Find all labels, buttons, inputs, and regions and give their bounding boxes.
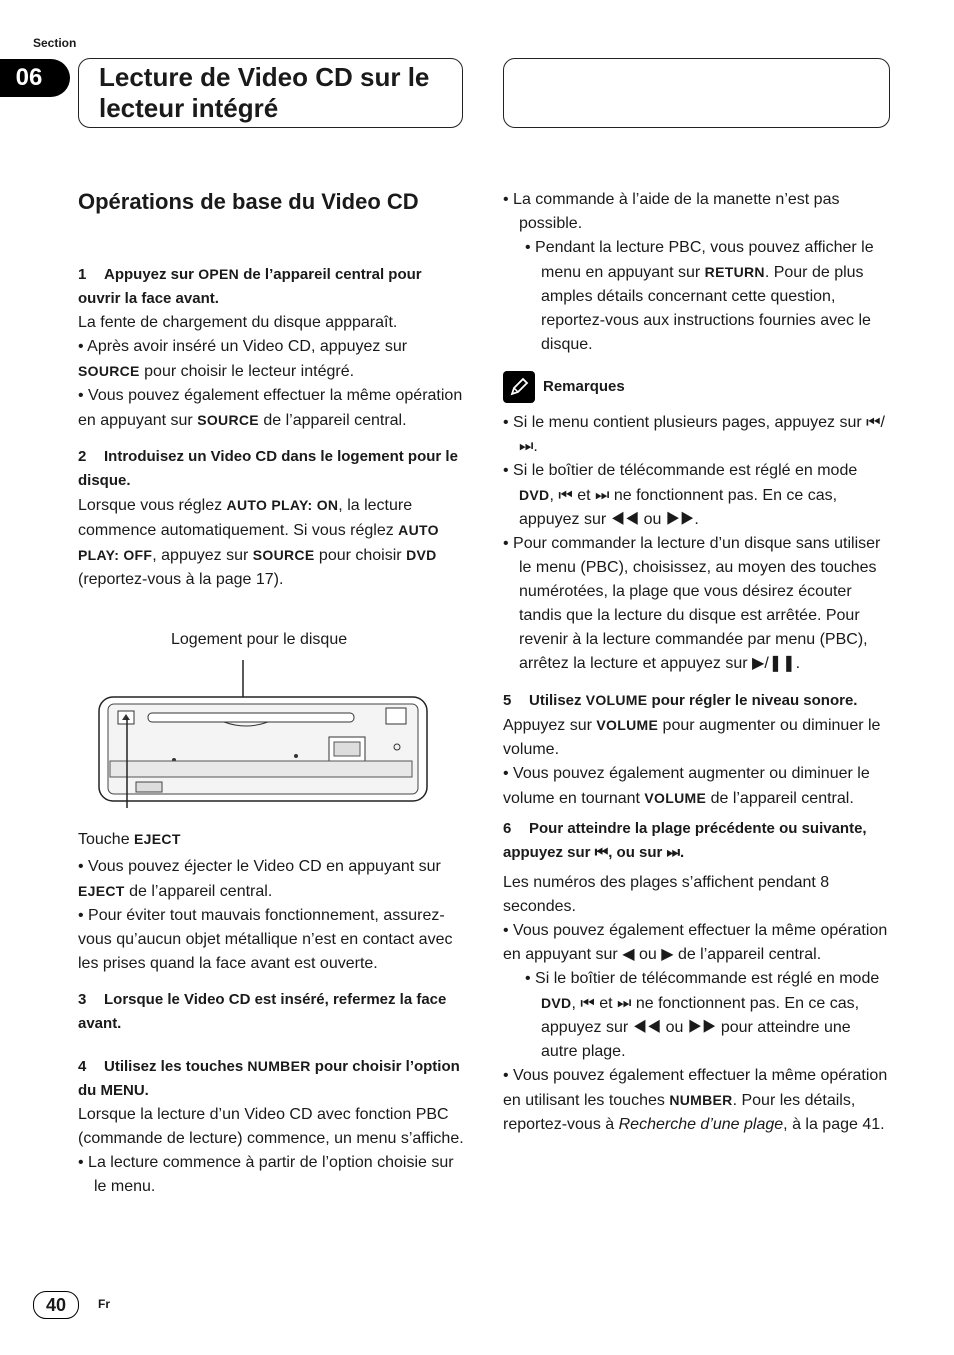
- step-6-text: Les numéros des plages s’affichent pendant 8 secondes.: [503, 874, 830, 915]
- right-column: [503, 188, 891, 1137]
- title-line-1: Lecture de Video CD sur le: [99, 62, 430, 92]
- note-2: • Si le boîtier de télécommande est réglé en mode DVD, ⏮ et ⏭ ne fonctionnent pas. En ce cas, appuyez sur ◀◀ ou ▶▶.: [503, 462, 858, 528]
- pbc-bullet: • Pendant la lecture PBC, vous pouvez afficher le menu en appuyant sur RETURN. Pour de plus amples détails concernant cette question, reportez-vous aux instructions fournies avec le disque.: [525, 239, 874, 353]
- step-4-text: Lorsque la lecture d’un Video CD avec fonction PBC (commande de lecture) commence, un menu s’affiche.: [78, 1106, 464, 1147]
- step-1-text: La fente de chargement du disque appparaît.: [78, 314, 398, 331]
- step-6-bullet-3: • Vous pouvez également effectuer la même opération en utilisant les touches NUMBER. Pour les détails, reportez-vous à Recherche d’une plage, à la page 41.: [503, 1067, 888, 1133]
- notes-header: [503, 371, 891, 403]
- section-heading: Opérations de base du Video CD: [78, 189, 419, 214]
- eject-bullet-2: • Pour éviter tout mauvais fonctionnement, assurez-vous qu’aucun objet métallique n’est en contact avec les prises quand la face avant est ouverte.: [78, 907, 453, 972]
- section-number: 06: [0, 59, 70, 97]
- notes-title: Remarques: [543, 378, 625, 395]
- page-number: 40: [33, 1291, 79, 1319]
- joystick-bullet: • La commande à l’aide de la manette n’est pas possible.: [503, 191, 840, 232]
- chapter-title-box: [78, 58, 463, 128]
- step-5: 5 Utilisez VOLUME pour régler le niveau sonore.: [503, 692, 858, 709]
- note-1: • Si le menu contient plusieurs pages, appuyez sur ⏮/⏭.: [503, 414, 885, 455]
- step-3: 3 Lorsque le Video CD est inséré, refermez la face avant.: [78, 991, 447, 1032]
- head-unit-illustration: [96, 656, 432, 808]
- step-4: 4 Utilisez les touches NUMBER pour choisir l’option du MENU.: [78, 1058, 460, 1099]
- step-2: 2 Introduisez un Video CD dans le logement pour le disque.: [78, 448, 458, 489]
- step-6: 6 Pour atteindre la plage précédente ou suivante, appuyez sur ⏮, ou sur ⏭.: [503, 820, 867, 861]
- eject-bullet-1: • Vous pouvez éjecter le Video CD en appuyant sur EJECT de l’appareil central.: [78, 858, 441, 900]
- figure-caption-eject: Touche EJECT: [78, 831, 181, 848]
- chapter-title: [99, 62, 442, 124]
- step-6-bullet-2: • Si le boîtier de télécommande est réglé en mode DVD, ⏮ et ⏭ ne fonctionnent pas. En ce cas, appuyez sur ◀◀ ou ▶▶ pour atteindre une autre plage.: [525, 970, 880, 1060]
- note-3: • Pour commander la lecture d’un disque sans utiliser le menu (PBC), choisissez, au moyen des touches numérotées, la plage que vous désirez écouter tandis que la lecture du disque est arrêtée. Pour revenir à la lecture commandée par menu (PBC), arrêtez la lecture et appuyez sur ▶/❚❚.: [503, 535, 881, 672]
- step-1: 1 Appuyez sur OPEN de l’appareil central pour ouvrir la face avant.: [78, 266, 422, 307]
- title-line-2: lecteur intégré: [99, 93, 279, 123]
- empty-header-box: [503, 58, 890, 128]
- language-code: Fr: [98, 1297, 110, 1311]
- step-4-bullet-1: • La lecture commence à partir de l’option choisie sur le menu.: [78, 1154, 454, 1195]
- step-2-text: Lorsque vous réglez AUTO PLAY: ON, la lecture commence automatiquement. Si vous réglez AUTO PLAY: OFF, appuyez sur SOURCE pour choisir DVD (reportez-vous à la page 17).: [78, 497, 439, 588]
- left-column-lower: [78, 855, 466, 1199]
- pencil-icon: [503, 371, 535, 403]
- step-5-text: Appuyez sur VOLUME pour augmenter ou diminuer le volume.: [503, 717, 881, 758]
- step-1-bullet-2: • Vous pouvez également effectuer la même opération en appuyant sur SOURCE de l’appareil central.: [78, 387, 463, 429]
- step-1-bullet-1: • Après avoir inséré un Video CD, appuyez sur SOURCE pour choisir le lecteur intégré.: [78, 338, 408, 380]
- step-6-bullet-1: • Vous pouvez également effectuer la même opération en appuyant sur ◀ ou ▶ de l’appareil central.: [503, 922, 888, 963]
- step-5-bullet: • Vous pouvez également augmenter ou diminuer le volume en tournant VOLUME de l’appareil central.: [503, 765, 870, 807]
- section-label: Section: [33, 36, 77, 50]
- left-column: [78, 188, 466, 592]
- figure-caption-slot: Logement pour le disque: [171, 631, 348, 648]
